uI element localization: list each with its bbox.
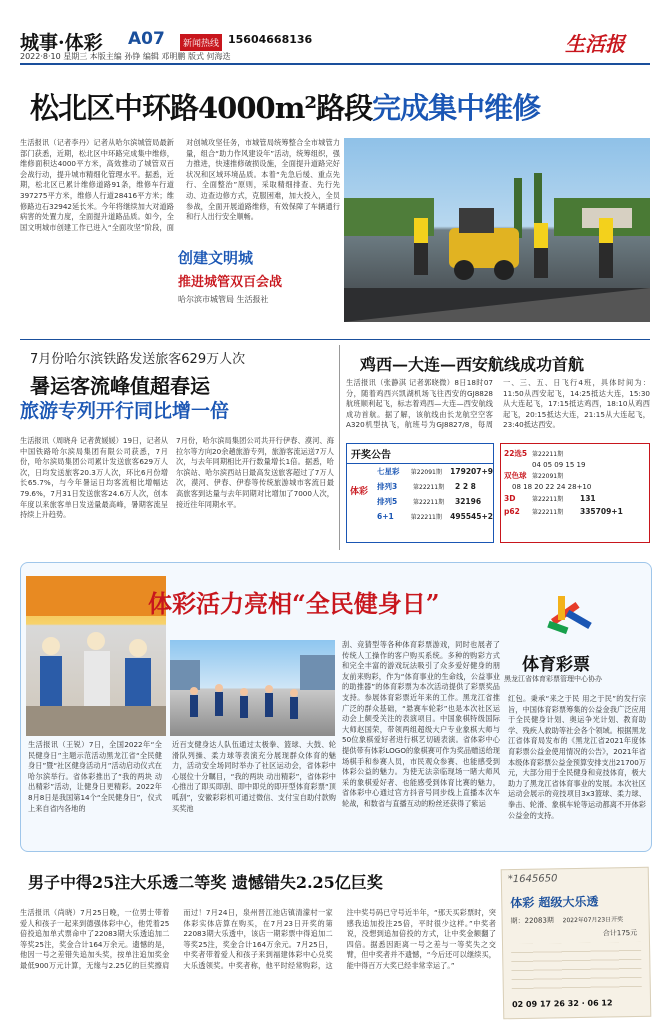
sports-lottery-name: 体育彩票 (522, 655, 590, 675)
sports-lottery-results (346, 443, 494, 543)
sports-lottery-logo (500, 578, 640, 688)
headline-road-black: 松北区中环路4000m²路段 (30, 91, 373, 125)
section-divider-1 (20, 339, 650, 340)
fitness-article-a: 生活报讯（王锐）7日，全国2022年“全民健身日”主题示范活动黑龙江省“全民健身日”暨“社区健身活动月”活动启动仪式在哈尔滨举行。省体彩推出了“我的两块 动出精彩”活动，让健身日更精彩。2022年8月8日是我国第14个“全民健身日”，仪式上来自省内各地的 (28, 740, 162, 813)
newspaper-logo: 生活报 (565, 32, 625, 56)
lottery-row: p62 第22211期 335709+1 (504, 507, 623, 516)
civilized-city-badge (178, 247, 338, 305)
ticket-lines (511, 942, 642, 994)
ticket-issue: 期：22083期 (510, 916, 554, 926)
lottery-row: 排列3 第22211期 2 2 8 (377, 482, 476, 491)
road-article: 生活报讯（记者李丹）记者从哈尔滨城管局最新部门获悉，近期，松北区中环路完成集中维修，维修面积达4000平方米，高效推动了城管双百会战行动，提升城市精细化管理水平。据悉，近期，松北区已累计维修道路91条，维修车行道397275平方米，维修人行道28416平方米；维修路边石32942延长米。今年将继续加大对道路病害的处置力度，全面提升道路品质。如今，全国文明城市创建工作已进入“全面攻坚”阶段，面对创城攻坚任务，市城管局统筹整合全市城管力量，组合“助力作风建设年”活动，统筹组织，强力推进，快速推修破损设施，全面提升道路完好状况和区域环境品质。本着“先急后缓、重点先行、全面整治”原则，采取精细排查、先行先动、边查边修方式，克服困难，加大投入，全员参战，全面开展道路维修，有效保障了车辆通行和行人出行安全顺畅。 (20, 138, 340, 232)
column-divider (339, 345, 340, 550)
welfare-lottery-results: 22选5 第22211期 04 05 09 15 19 双色球 第22091期 08 18 20 22 24 28+10 3D 第22211期 131 p62 第22211期 335709+1 (500, 443, 650, 543)
sports-lottery-emblem-icon (544, 590, 594, 640)
fitness-article-d: 红包。秉承“来之于民 用之于民”的发行宗旨，中国体育彩票筹集的公益金我广泛应用于全民健身计划、奥运争光计划、教育助学、残疾人救助等社会各个领域。根据黑龙江省体育局发布的《黑龙江省2021年度体育彩票公益金使用情况的公告》，2021年省本级体育彩票公益金预算安排支出21700万元，大部分用于全民健身和竞技体育，极大助力了黑龙江省体育事业的发展。本次社区运动会展示的竞技项目3x3篮球、柔力球、拳击、轮滑、象棋车轮等运动都离不开体彩公益金的支持。 (508, 694, 646, 820)
lottery-ticket (501, 867, 652, 1020)
section-name: 城事·体彩 (20, 32, 103, 54)
lottery-row: 22选5 第22211期 (504, 449, 564, 458)
lottery-row: 双色球 第22091期 (504, 471, 564, 480)
lottery-row: 七星彩 第22091期 179207+9 (377, 467, 493, 476)
road-repair-illustration (344, 138, 650, 322)
ticket-numbers: 02 09 17 26 32 · 06 12 (511, 998, 613, 1010)
lottery-brand: 体彩 (350, 487, 369, 497)
rail-title-2: 旅游专列开行同比增一倍 (20, 400, 230, 422)
flight-article: 生活报讯（张静淇 记者郭晓微）8日18时07分，随着鸡西兴凯湖机场飞往西安的GJ8828航班顺利起飞，标志着鸡西—大连—西安航线成功首航。据了解，该航线由长龙航空空客A320机型执飞，航班号为GJ8827/8，每周一、三、五、日飞行4班，具体时间为：11:50从西安起飞，14:25抵达大连，15:30从大连起飞，17:15抵达鸡西，18:10从鸡西起飞，20:15抵达大连，21:15从大连起飞，23:40抵达西安。 (346, 378, 650, 430)
page-number: A07 (128, 29, 165, 49)
handwritten-amount: *1645650 (507, 873, 558, 886)
skaters-illustration (170, 640, 335, 736)
badge-title: 创建文明城 (178, 247, 338, 268)
lottery-results-title: 开奖公告 (347, 444, 493, 464)
sports-lottery-sub: 黑龙江省体育彩票管理中心协办 (504, 675, 602, 683)
rail-article-a: 生活报讯（周晓舟 记者黄媛媛）19日，记者从中国铁路哈尔滨局集团有限公司获悉，7月份，哈尔滨局集团公司累计发送旅客629万人次，日均发送旅客20.3万人次，环比6月份增长65.7%，与今年暑运日均客流相比增幅达79.6%，7月31日发送旅客24.6万人次，创本年度以来旅客单日发送量最高峰，暑期客流呈持续上升趋势。 (20, 436, 168, 520)
badge-subtitle: 推进城管双百会战 (178, 275, 283, 290)
ticket-date: 2022年07月23日开奖 (562, 916, 624, 925)
fitness-photo-1 (26, 576, 166, 736)
hotline-label: 新闻热线 (180, 34, 222, 51)
hotline-number: 15604668136 (228, 33, 313, 46)
fitness-article-b: 近百支健身达人队伍通过太极拳、篮球、大鼓、轮滑队列操、柔力球等表演充分展现群众体育的魅力，活动安全场同时举办了社区运动会，省体彩中心展位十分瞩目，“我的两块 动出精彩”，省体彩中心推出了即买即刮、即中即兑的即开型体育彩票“顶呱刮”，安徽彩彩机可通过微信、支付宝自助付款购买奖池 (172, 740, 336, 813)
prize-title: 男子中得25注大乐透二等奖 遗憾错失2.25亿巨奖 (28, 873, 383, 892)
ticket-amount: 合计175元 (602, 928, 638, 938)
flight-title: 鸡西—大连—西安航线成功首航 (360, 355, 585, 374)
road-repair-photo (344, 138, 650, 322)
fitness-article-c: 刮、竞猜型等各种体育彩票游戏，同时也展者了传统人工操作的客户购买系统。多种的购彩方式和完全丰富的游戏玩法吸引了众多爱好健身的朋友前来购彩，作为“体育事业的生命线，公益事业的助推器”的体育彩票为本次活动提供了彩票奖品支持。参展体育彩票近年来的工作。黑龙江省推广泛的群众基础，“悬赛车轮彩”也是本次社区运动会上颇受关注的表演项目。中国象棋特级国际大师赵国荣，带领两组超级大户专业象棋大师与50位象棋爱好者进行棋艺切磋表演。省体彩中心提供带有体彩LOGO的象棋赛可作为奖品赠送给现场棋手和参赛人员，市民观众参赛、也能感受到体彩公益的魅力。为使无法亲临现场一睹大师风采的象棋爱好者、也能感受到体育比赛的魅力，省体彩中心通过官方抖音号同步线上直播本次车轮战，和数省与直播互动的粉丝还获得了紫运 (342, 640, 500, 808)
rail-title-1: 暑运客流峰值超春运 (30, 374, 210, 398)
lottery-row: 排列5 第22211期 32196 (377, 497, 482, 506)
fitness-photo-2 (170, 640, 335, 736)
badge-credit: 哈尔滨市城管局 生活报社 (178, 295, 269, 304)
fitness-title: 体彩活力亮相“全民健身日” (148, 589, 440, 618)
lottery-row: 3D 第22211期 131 (504, 494, 596, 503)
prize-article: 生活报讯（尚晓）7月25日晚，一位男士带着爱人和孩子一起来到德强体彩中心，他凭着25倍投追加单式票命中了22083期大乐透追加二等奖25注，奖金合计164万余元。遗憾的是，他因一号之差错失追加头奖，按单注追加奖金最低900万元计算，无缘与2.25亿的巨奖擦肩而过！7月24日，泉州晋江池店镇清濛村一家体彩实体店算在购买，在7月23日开奖的第22083期大乐透中，该店一期彩票中得追加二等奖25注，奖金合计164万余元。7月25日，中奖者带着爱人和孩子来到福建体彩中心兑奖大乐透领奖。中奖者称，他平时经常购彩，这注中奖号码已守号近半年，“那天买彩票时，突感我追加投注25倍，平时很少这样。”中奖者说，没想到追加倍投的方式，让中奖金额翻了四倍。据悉因距离一号之差与一等奖失之交臂，但中奖者并不遗憾，“今后还可以继续买，能中得百万大奖已经非常幸运了。” (20, 908, 496, 970)
headline-road-blue: 完成集中维修 (372, 91, 541, 125)
crowd-illustration (26, 576, 166, 736)
rail-article-b: 7月份，哈尔滨局集团公司共开行伊春、漠河、海拉尔等方向20余趟旅游专列，旅游客流运送7万人次，与去年同期相比开行数量增长1倍。据悉，哈尔滨站、哈尔滨西站日最高发送旅客超过了7万人次，漠河、伊春、伊春等传统旅游城市客流日最高旅客到达量与去年同期对比增加了7000人次，接近往年同期水平。 (176, 436, 334, 509)
masthead (0, 0, 662, 64)
rail-kicker: 7月份哈尔滨铁路发送旅客629万人次 (30, 352, 246, 367)
ticket-brand: 体彩 超级大乐透 (510, 894, 599, 911)
headline-road (30, 86, 540, 127)
masthead-meta: 2022·8·10 星期三 本版主编 孙铮 编辑 邓明鹏 版式 何海迭 (20, 52, 231, 61)
masthead-rule (20, 63, 650, 65)
lottery-row: 6+1 第22211期 495545+2 (377, 512, 493, 521)
